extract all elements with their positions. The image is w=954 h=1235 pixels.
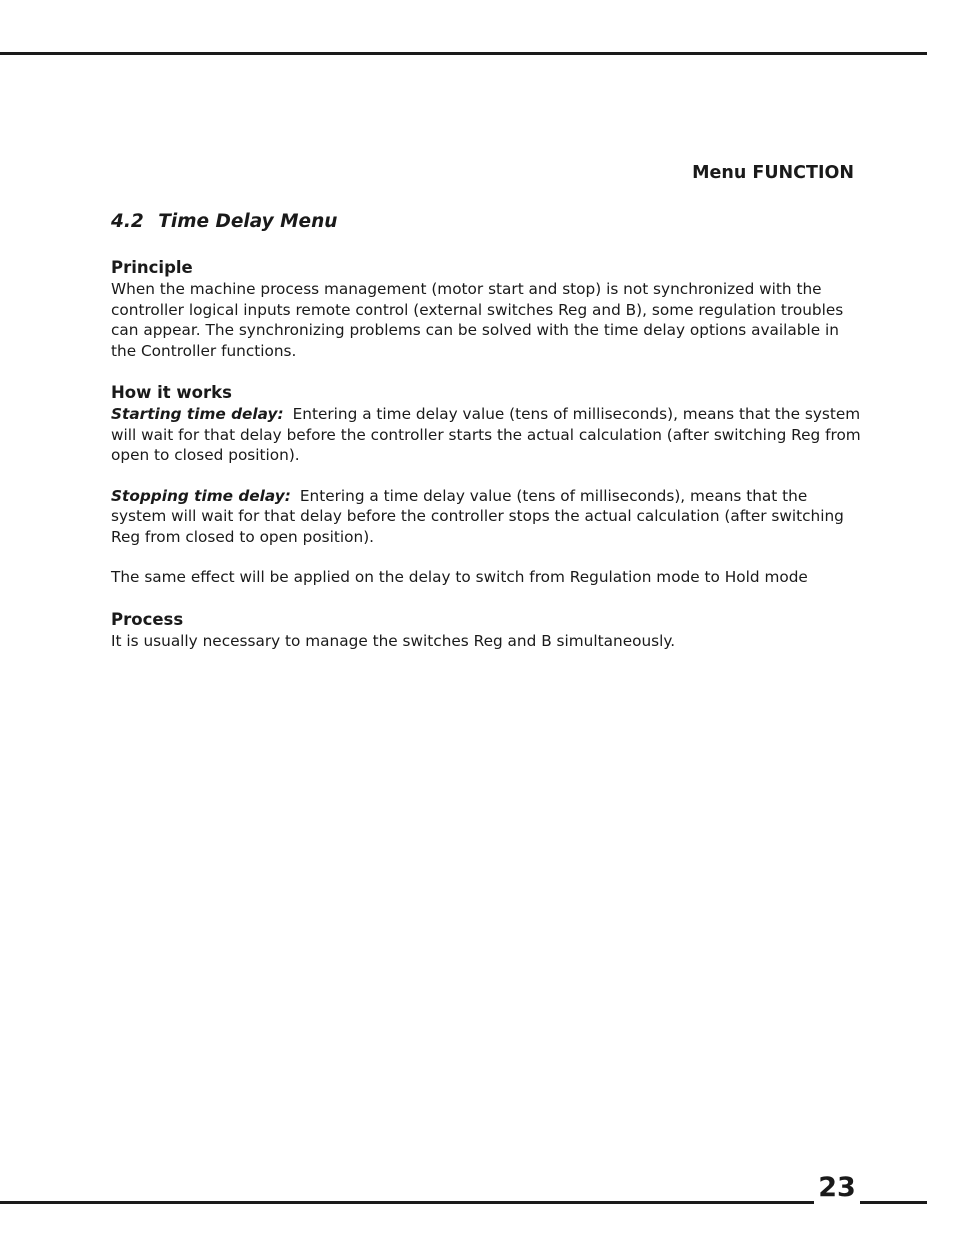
- starting-delay-lead: Starting time delay:: [111, 405, 284, 423]
- chapter-title-text: Time Delay Menu: [158, 211, 338, 232]
- how-it-works-heading: How it works: [111, 383, 232, 402]
- page-content: [111, 209, 863, 651]
- stopping-delay-text: Entering a time delay value (tens of milliseconds), means that the system will wait for that delay before the controller stops the actual calculation (after switching Reg from closed to open position).: [111, 486, 844, 546]
- process-heading: Process: [111, 609, 184, 629]
- stopping-delay-lead: Stopping time delay:: [111, 486, 291, 505]
- header-rule: [0, 52, 927, 55]
- principle-heading: Principle: [111, 258, 193, 277]
- page-number: 23: [818, 1172, 856, 1203]
- starting-delay-paragraph: [111, 404, 863, 466]
- starting-delay-text: Entering a time delay value (tens of milliseconds), means that the system will wait for that delay before the controller starts the actual calculation (after switching Reg from open to closed position).: [111, 405, 861, 464]
- chapter-title: [111, 209, 863, 235]
- process-section: [111, 609, 863, 652]
- principle-text: When the machine process management (motor start and stop) is not synchronized with the controller logical inputs remote control (external switches Reg and B), some regulation troubles can appear. The synchronizing problems can be solved with the time delay options available in the Controller functions.: [111, 280, 844, 360]
- hold-mode-note: The same effect will be applied on the delay to switch from Regulation mode to Hold mode: [111, 568, 808, 586]
- stopping-delay-paragraph: [111, 486, 863, 548]
- how-it-works-section: [111, 382, 863, 588]
- section-label: Menu FUNCTION: [692, 163, 854, 183]
- chapter-number: 4.2: [111, 211, 144, 232]
- footer-rule-right: [860, 1201, 927, 1204]
- process-text: It is usually necessary to manage the switches Reg and B simultaneously.: [111, 631, 676, 650]
- footer-rule-left: [0, 1201, 814, 1204]
- principle-section: [111, 257, 863, 361]
